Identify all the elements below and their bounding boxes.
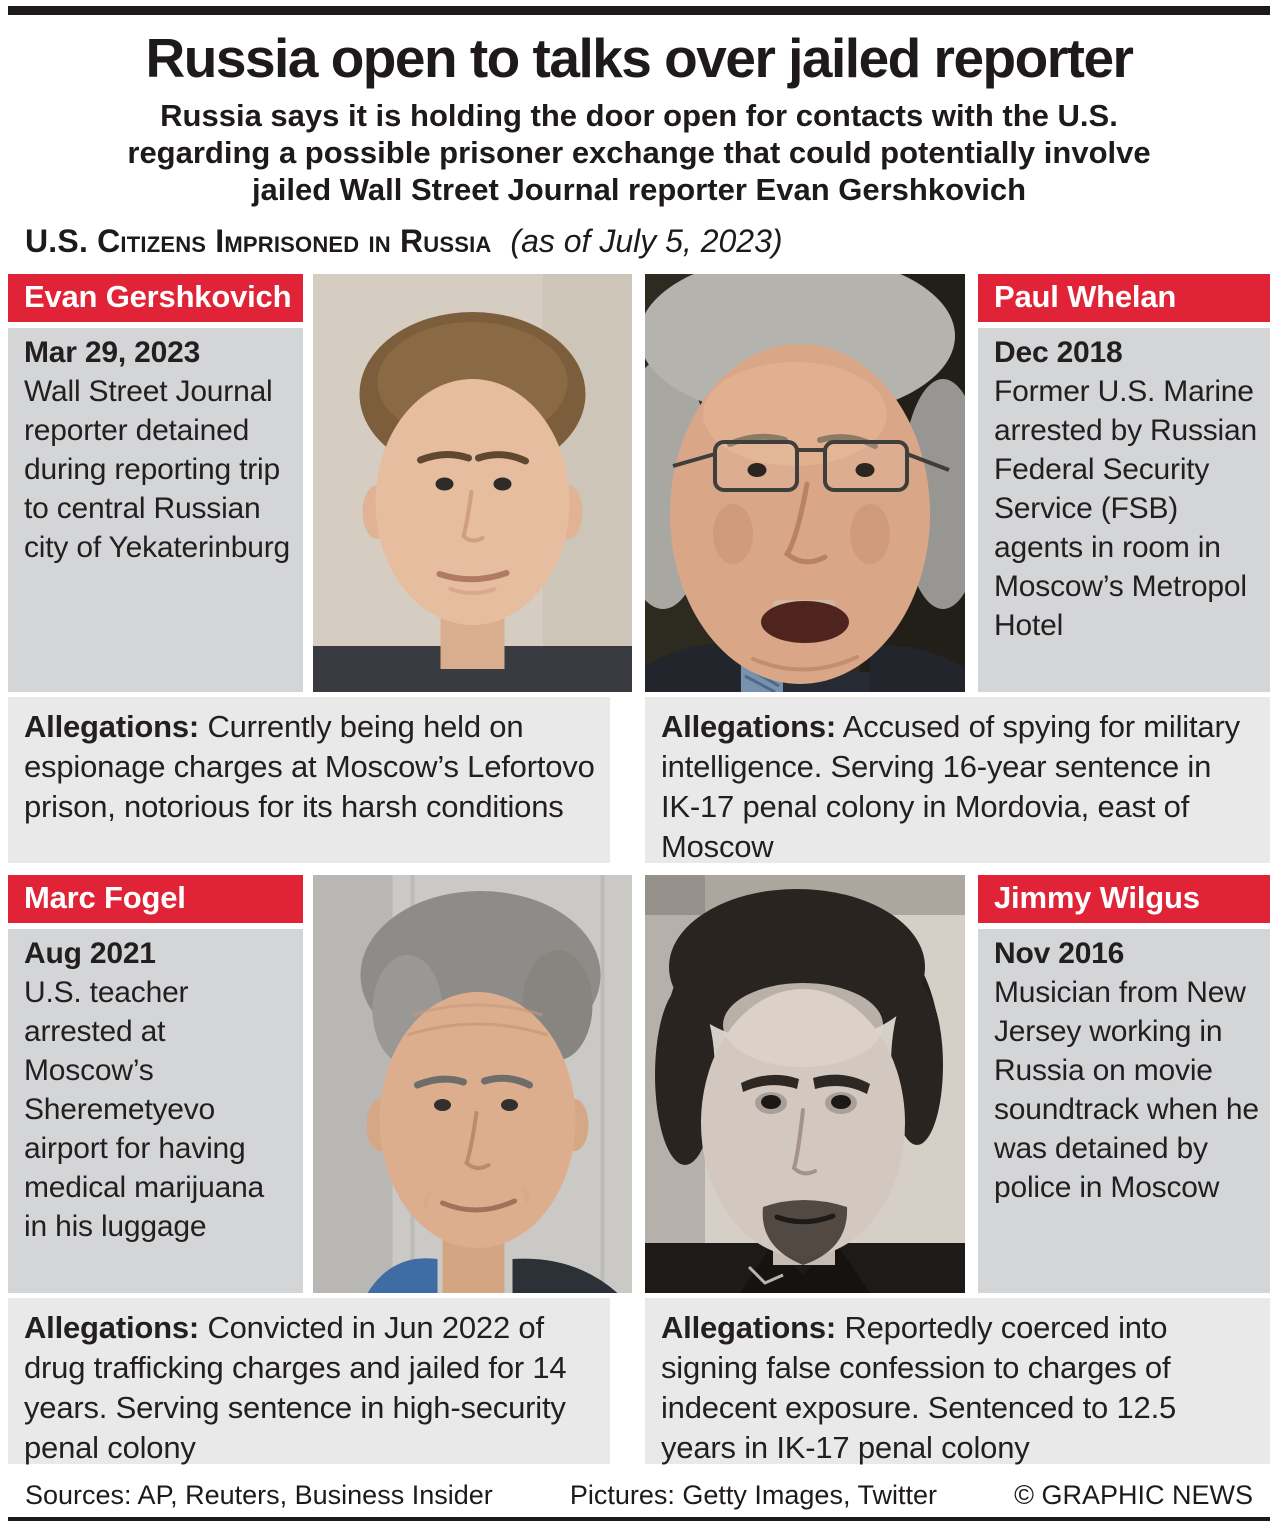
allegations-marc-fogel [8,1298,610,1464]
profile-card-paul-whelan [645,274,1270,692]
photo-evan-gershkovich [313,274,632,692]
profile-description: Wall Street Journal reporter detained during reporting trip to central Russian city of Yekaterinburg [24,375,290,564]
profile-card-marc-fogel [8,875,632,1293]
allegations-evan-gershkovich [8,697,610,863]
allegations-jimmy-wilgus [645,1298,1270,1464]
profile-name: Evan Gershkovich [8,274,303,322]
arrest-date: Mar 29, 2023 [24,336,201,369]
profile-name: Paul Whelan [978,274,1270,322]
page-title: Russia open to talks over jailed reporter [145,27,1133,89]
allegations-label: Allegations: [661,1310,837,1345]
profile-description: Musician from New Jersey working in Russia on movie soundtrack when he was detained by police in Moscow [994,976,1259,1204]
allegations-text: Accused of spying for military intelligence. Serving 16-year sentence in IK-17 penal colony in Mordovia, east of Moscow [661,709,1240,864]
page-subtitle [8,97,1270,208]
allegations-label: Allegations: [24,1310,200,1345]
section-header [25,221,1270,261]
profiles-row-1 [8,274,1270,692]
subtitle-line: regarding a possible prisoner exchange that could potentially involve [127,135,1151,170]
profile-description: U.S. teacher arrested at Moscow’s Sheremetyevo airport for having medical marijuana in his luggage [24,976,265,1243]
allegations-label: Allegations: [661,709,837,744]
profile-card-evan-gershkovich [8,274,632,692]
top-rule [8,6,1270,15]
allegations-row-2 [8,1298,1270,1464]
photo-marc-fogel [313,875,632,1293]
footer-sources: Sources: AP, Reuters, Business Insider [25,1480,493,1510]
footer [8,1480,1270,1511]
allegations-text: Reportedly coerced into signing false confession to charges of indecent exposure. Sentenced to 12.5 years in IK-17 penal colony [661,1310,1177,1465]
allegations-label: Allegations: [24,709,200,744]
allegations-text: Convicted in Jun 2022 of drug trafficking charges and jailed for 14 years. Serving sentence in high-security penal colony [24,1310,567,1465]
profiles-row-2 [8,875,1270,1293]
footer-pictures: Pictures: Getty Images, Twitter [569,1480,937,1510]
section-date-note: (as of July 5, 2023) [510,223,783,259]
profile-info [978,929,1270,1293]
arrest-date: Aug 2021 [24,937,156,970]
profile-info [978,328,1270,692]
subtitle-line: Russia says it is holding the door open for contacts with the U.S. [160,98,1118,133]
bottom-rule [8,1517,1270,1521]
profile-name: Marc Fogel [8,875,303,923]
arrest-date: Nov 2016 [994,937,1125,970]
section-label: U.S. Citizens Imprisoned in Russia [25,223,492,259]
allegations-row-1 [8,697,1270,863]
profile-name: Jimmy Wilgus [978,875,1270,923]
subtitle-line: jailed Wall Street Journal reporter Evan Gershkovich [251,172,1027,207]
allegations-paul-whelan [645,697,1270,863]
profile-info [8,328,303,692]
footer-copyright: © GRAPHIC NEWS [1014,1480,1253,1510]
photo-jimmy-wilgus [645,875,965,1293]
arrest-date: Dec 2018 [994,336,1123,369]
profile-card-jimmy-wilgus [645,875,1270,1293]
photo-paul-whelan [645,274,965,692]
allegations-text: Currently being held on espionage charges at Moscow’s Lefortovo prison, notorious for its harsh conditions [24,709,595,824]
profile-info [8,929,303,1293]
profile-description: Former U.S. Marine arrested by Russian Federal Security Service (FSB) agents in room in Moscow’s Metropol Hotel [994,375,1257,642]
